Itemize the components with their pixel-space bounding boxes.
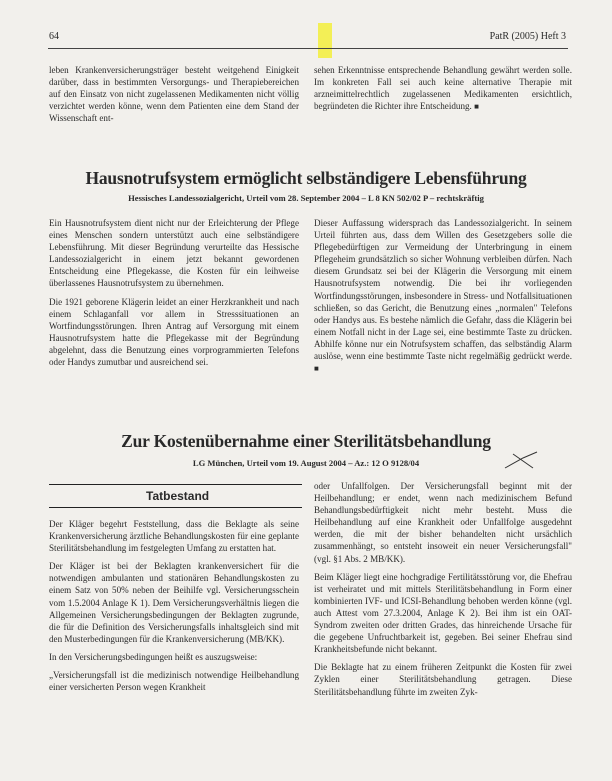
journal-header: PatR (2005) Heft 3 [489, 31, 566, 42]
article-title: Hausnotrufsystem ermöglicht selbständigere Lebensführung [85, 168, 527, 188]
paragraph: Der Kläger begehrt Feststellung, dass die Beklagte als seine Krankenversicherung ärztliche Behandlungskosten für eine geplante Sterilitätsbehandlung im festgelegten Umfang zu erstatten hat. [49, 519, 299, 554]
article-subtitle: LG München, Urteil vom 19. August 2004 – Az.: 12 O 9128/04 [192, 458, 420, 468]
end-mark: ■ [314, 364, 319, 374]
paragraph [314, 64, 572, 113]
paragraph: Die 1921 geborene Klägerin leidet an einer Herzkrankheit und nach einem Schlaganfall vor allem in Stresssituationen an Wortfindungsstörungen. Ihren Antrag auf Versorgung mit einem Hausnotrufsystem hatte die Pflegekasse mit der Begründung abgelehnt, dass die Benutzung eines vorprogrammierten Telefons oder Handys zumutbar und ausreichend sei. [49, 296, 299, 368]
paragraph: Ein Hausnotrufsystem dient nicht nur der Erleichterung der Pflege eines Menschen sondern unterstützt auch eine selbständigere Lebensführung. Mit dieser Begründung verurteilte das Hessische Landessozialgericht in einem jetzt bekannt gewordenen Entscheidung eine Pflegekasse, die Kosten für ein leihweise überlassenes Hausnotrufsystem zu übernehmen. [49, 218, 299, 289]
pen-scribble [503, 450, 543, 472]
paragraph: „Versicherungsfall ist die medizinisch notwendige Heilbehandlung einer versicherten Person wegen Krankheit [49, 670, 299, 693]
article-subtitle: Hessisches Landessozialgericht, Urteil vom 28. September 2004 – L 8 KN 502/02 P – rechtskräftig [128, 193, 484, 203]
end-mark: ■ [474, 102, 479, 112]
paragraph-text: Dieser Auffassung widersprach das Landessozialgericht. In seinem Urteil führten aus, dass dem Willen des Gesetzgebers solle die Pflegebedürftigen zur Vermeidung der Unterbringung in einem Pflegeheim grundsätzlich so sicher Wohnung verbleiben dürfen. Nach diesem Grundsatz sei bei der Klägerin die Versorgung mit einem Hausnotrufsystem notwendig. Die bei ihr vorliegenden Wortfindungsstörungen, insbesondere in Stress- und Notfallsituationen schließen, so das Gericht, die Benutzung eines „normalen" Telefons oder Handys aus. Es bestehe nämlich die Gefahr, dass die Klägerin bei einem Notfall nicht in der Lage sei, eine bestimmte Taste zu drücken. Abhilfe könne nur ein Notrufsystem schaffen, das selbständig Alarm auslöse, wenn eine bestimmte Taste nicht regelmäßig gedrückt werde. [314, 218, 572, 362]
top-right-column [314, 64, 572, 119]
paragraph [314, 217, 572, 375]
top-left-column [49, 64, 299, 130]
paragraph: Der Kläger ist bei der Beklagten krankenversichert für die notwendigen ambulanten und stationären Behandlungskosten zu einem Satz von 50% neben der Beihilfe vgl. Versicherungsschein vom 1.5.2004 Anlage K 1). Dem Versicherungsverhältnis liegen die Allgemeinen Versicherungsbedingungen der Beklagten zugrunde, die für die Definition des Versicherungsfalls inhaltsgleich sind mit den Musterbedingungen für die Krankenversicherung (MB/KK). [49, 561, 299, 644]
paragraph: Beim Kläger liegt eine hochgradige Fertilitätsstörung vor, die Ehefrau ist verheiratet und mit mittels Sterilitätsbehandlung in Form einer kombinierten IVF- und ICSI-Behandlung behoben werden könne (vgl. auch Attest vom 27.3.2004, Anlage K 2). Bei ihm ist ein OAT-Syndrom zweiten oder dritten Grades, das hinreichende Ursache für die gegebene Unfruchtbarkeit ist, gegeben. Bei seiner Ehefrau sind Krankheitsbefunde nicht bekannt. [314, 571, 572, 655]
paragraph-text: sehen Erkenntnisse entsprechende Behandlung gewährt werden solle. Im konkreten Fall sei auch keine alternative Therapie mit arzneimittelrechtlich zugelassenen Medikamenten ersichtlich, begründeten die Richter ihre Entscheidung. [314, 65, 572, 112]
page-number: 64 [49, 31, 59, 42]
paragraph: In den Versicherungsbedingungen heißt es auszugsweise: [49, 651, 258, 662]
paragraph: oder Unfallfolgen. Der Versicherungsfall beginnt mit der Heilbehandlung; er endet, wenn nach medizinischem Befund Behandlungsbedürftigkeit nicht mehr besteht. Muss die Heilbehandlung auf eine Krankheit oder Unfallfolge ausgedehnt werden, die mit der bisher behandelten nicht ursächlich zusammenhängt, so entsteht insoweit ein neuer Versicherungsfall" (vgl. §1 Abs. 2 MB/KK). [314, 481, 572, 564]
highlighter-mark [318, 23, 332, 58]
section-heading: Tatbestand [146, 489, 210, 503]
article-title: Zur Kostenübernahme einer Sterilitätsbehandlung [121, 431, 491, 451]
paragraph: leben Krankenversicherungsträger besteht weitgehend Einigkeit darüber, dass in bestimmten Versorgungs- und Therapiebereichen auf den Einsatz von nicht zugelassenen Medikamenten nicht völlig verzichtet werden könne, wenn dem Patienten eine dem Stand der Wissenschaft ent- [49, 65, 299, 124]
article2-left-column [49, 518, 299, 699]
article1-right-column [314, 217, 572, 381]
header-rule [48, 48, 568, 49]
paragraph: Die Beklagte hat zu einem früheren Zeitpunkt die Kosten für zwei Zyklen einer Sterilitätsbehandlung getragen. Diese Sterilitätsbehandlung führte im zweiten Zyk- [314, 662, 572, 697]
article2-right-column [314, 480, 572, 704]
article1-left-column [49, 217, 299, 374]
